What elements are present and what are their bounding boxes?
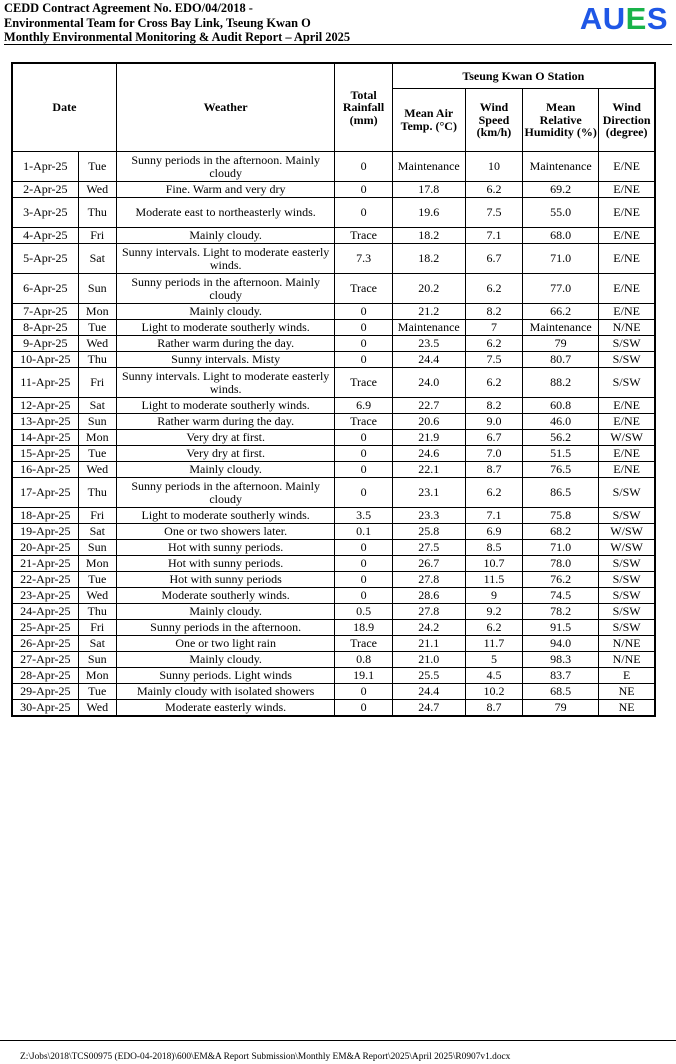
wind-speed-cell: 8.2 <box>465 304 522 320</box>
rainfall-cell: 0 <box>335 588 392 604</box>
date-cell: 17-Apr-25 <box>12 478 78 508</box>
humidity-cell: Maintenance <box>523 320 599 336</box>
wind-direction-cell: E/NE <box>599 152 655 182</box>
humidity-cell: 68.0 <box>523 228 599 244</box>
humidity-cell: 71.0 <box>523 540 599 556</box>
rainfall-cell: 0 <box>335 430 392 446</box>
wind-speed-cell: 7.0 <box>465 446 522 462</box>
wind-speed-cell: 10.7 <box>465 556 522 572</box>
rainfall-cell: 0 <box>335 478 392 508</box>
day-cell: Wed <box>78 462 116 478</box>
wind-speed-cell: 6.2 <box>465 182 522 198</box>
air-temp-cell: 21.0 <box>392 652 465 668</box>
wind-speed-cell: 10.2 <box>465 684 522 700</box>
wind-direction-cell: S/SW <box>599 572 655 588</box>
wind-direction-cell: NE <box>599 684 655 700</box>
day-cell: Thu <box>78 604 116 620</box>
rainfall-cell: 3.5 <box>335 508 392 524</box>
day-cell: Fri <box>78 368 116 398</box>
air-temp-cell: 24.2 <box>392 620 465 636</box>
day-cell: Mon <box>78 556 116 572</box>
weather-cell: Mainly cloudy. <box>116 652 335 668</box>
wind-speed-cell: 8.5 <box>465 540 522 556</box>
date-cell: 16-Apr-25 <box>12 462 78 478</box>
air-temp-cell: 24.4 <box>392 352 465 368</box>
humidity-cell: 94.0 <box>523 636 599 652</box>
day-cell: Wed <box>78 700 116 717</box>
table-row <box>12 700 655 717</box>
wind-direction-cell: S/SW <box>599 508 655 524</box>
wind-direction-cell: E/NE <box>599 274 655 304</box>
wind-speed-cell: 8.7 <box>465 462 522 478</box>
wind-direction-cell: S/SW <box>599 556 655 572</box>
weather-cell: Mainly cloudy with isolated showers <box>116 684 335 700</box>
day-cell: Thu <box>78 198 116 228</box>
humidity-cell: 79 <box>523 336 599 352</box>
wind-speed-cell: 7.1 <box>465 508 522 524</box>
rainfall-cell: 19.1 <box>335 668 392 684</box>
weather-cell: Sunny periods in the afternoon. Mainly cloudy <box>116 152 335 182</box>
rainfall-header: Total Rainfall (mm) <box>335 63 392 152</box>
day-cell: Sun <box>78 540 116 556</box>
table-row <box>12 620 655 636</box>
date-cell: 2-Apr-25 <box>12 182 78 198</box>
wind-speed-cell: 6.7 <box>465 430 522 446</box>
day-cell: Tue <box>78 152 116 182</box>
rainfall-cell: 6.9 <box>335 398 392 414</box>
air-temp-cell: 26.7 <box>392 556 465 572</box>
air-temp-cell: 18.2 <box>392 228 465 244</box>
air-temp-cell: 22.7 <box>392 398 465 414</box>
weather-cell: Rather warm during the day. <box>116 336 335 352</box>
humidity-cell: Maintenance <box>523 152 599 182</box>
table-row <box>12 228 655 244</box>
day-cell: Sat <box>78 636 116 652</box>
table-row <box>12 352 655 368</box>
weather-cell: Light to moderate southerly winds. <box>116 398 335 414</box>
date-cell: 26-Apr-25 <box>12 636 78 652</box>
air-temp-cell: 23.1 <box>392 478 465 508</box>
wind-direction-cell: S/SW <box>599 368 655 398</box>
wind-speed-cell: 5 <box>465 652 522 668</box>
air-temp-cell: 25.8 <box>392 524 465 540</box>
wind-direction-cell: S/SW <box>599 352 655 368</box>
table-row <box>12 430 655 446</box>
day-cell: Tue <box>78 320 116 336</box>
date-cell: 1-Apr-25 <box>12 152 78 182</box>
rainfall-cell: 0 <box>335 462 392 478</box>
air-temp-cell: 21.9 <box>392 430 465 446</box>
wind-speed-cell: 8.7 <box>465 700 522 717</box>
day-cell: Sun <box>78 414 116 430</box>
humidity-cell: 68.2 <box>523 524 599 540</box>
wind-direction-cell: S/SW <box>599 588 655 604</box>
rainfall-cell: Trace <box>335 368 392 398</box>
air-temp-cell: 24.6 <box>392 446 465 462</box>
rainfall-cell: 0 <box>335 540 392 556</box>
humidity-cell: 80.7 <box>523 352 599 368</box>
wind-speed-cell: 8.2 <box>465 398 522 414</box>
air-temp-cell: 25.5 <box>392 668 465 684</box>
table-row <box>12 572 655 588</box>
date-cell: 27-Apr-25 <box>12 652 78 668</box>
wind-direction-cell: S/SW <box>599 620 655 636</box>
humidity-cell: 69.2 <box>523 182 599 198</box>
weather-cell: One or two light rain <box>116 636 335 652</box>
table-row <box>12 304 655 320</box>
humidity-cell: 88.2 <box>523 368 599 398</box>
header-divider <box>4 44 672 45</box>
date-cell: 8-Apr-25 <box>12 320 78 336</box>
air-temp-cell: 18.2 <box>392 244 465 274</box>
rainfall-cell: 0 <box>335 700 392 717</box>
humidity-cell: 76.2 <box>523 572 599 588</box>
day-cell: Sat <box>78 524 116 540</box>
wind-speed-cell: 11.7 <box>465 636 522 652</box>
rainfall-cell: Trace <box>335 274 392 304</box>
weather-cell: Mainly cloudy. <box>116 228 335 244</box>
day-cell: Wed <box>78 182 116 198</box>
weather-header: Weather <box>116 63 335 152</box>
date-cell: 24-Apr-25 <box>12 604 78 620</box>
rainfall-cell: 0 <box>335 336 392 352</box>
date-cell: 21-Apr-25 <box>12 556 78 572</box>
rainfall-cell: 0 <box>335 320 392 336</box>
air-temp-cell: 17.8 <box>392 182 465 198</box>
date-cell: 13-Apr-25 <box>12 414 78 430</box>
weather-cell: Very dry at first. <box>116 446 335 462</box>
weather-cell: Hot with sunny periods. <box>116 540 335 556</box>
humidity-cell: 91.5 <box>523 620 599 636</box>
rainfall-cell: 7.3 <box>335 244 392 274</box>
day-cell: Mon <box>78 668 116 684</box>
rainfall-cell: 0 <box>335 304 392 320</box>
date-cell: 23-Apr-25 <box>12 588 78 604</box>
weather-cell: Sunny intervals. Light to moderate easterly winds. <box>116 368 335 398</box>
date-cell: 18-Apr-25 <box>12 508 78 524</box>
date-cell: 29-Apr-25 <box>12 684 78 700</box>
humidity-cell: 98.3 <box>523 652 599 668</box>
table-row <box>12 152 655 182</box>
rainfall-cell: 0.1 <box>335 524 392 540</box>
wind-speed-cell: 6.2 <box>465 620 522 636</box>
wind-speed-cell: 7.5 <box>465 198 522 228</box>
wind-direction-cell: E/NE <box>599 228 655 244</box>
date-cell: 3-Apr-25 <box>12 198 78 228</box>
table-row <box>12 524 655 540</box>
file-path-footer: Z:\Jobs\2018\TCS00975 (EDO-04-2018)\600\EM&A Report Submission\Monthly EM&A Report\2025\April 2025\R0907v1.docx <box>20 1052 511 1062</box>
wind-speed-cell: 9.2 <box>465 604 522 620</box>
wind-speed-cell: 4.5 <box>465 668 522 684</box>
day-cell: Fri <box>78 620 116 636</box>
air-temp-cell: 24.7 <box>392 700 465 717</box>
table-row <box>12 684 655 700</box>
humidity-cell: 60.8 <box>523 398 599 414</box>
wind-direction-cell: S/SW <box>599 478 655 508</box>
air-temp-cell: 27.8 <box>392 572 465 588</box>
air-temp-cell: 28.6 <box>392 588 465 604</box>
table-row <box>12 336 655 352</box>
wind-direction-cell: N/NE <box>599 652 655 668</box>
day-cell: Wed <box>78 588 116 604</box>
wind-direction-cell: E/NE <box>599 446 655 462</box>
table-row <box>12 462 655 478</box>
air-temp-cell: 21.2 <box>392 304 465 320</box>
wind-speed-cell: 6.7 <box>465 244 522 274</box>
wind-direction-cell: E/NE <box>599 414 655 430</box>
table-row <box>12 668 655 684</box>
wind-direction-cell: S/SW <box>599 604 655 620</box>
air-temp-cell: 27.5 <box>392 540 465 556</box>
day-cell: Sat <box>78 244 116 274</box>
date-cell: 9-Apr-25 <box>12 336 78 352</box>
wind-direction-cell: E <box>599 668 655 684</box>
rainfall-cell: 0 <box>335 152 392 182</box>
wind-speed-header: Wind Speed (km/h) <box>465 89 522 152</box>
air-temp-cell: 20.2 <box>392 274 465 304</box>
day-cell: Fri <box>78 228 116 244</box>
date-cell: 12-Apr-25 <box>12 398 78 414</box>
date-cell: 25-Apr-25 <box>12 620 78 636</box>
wind-direction-cell: S/SW <box>599 336 655 352</box>
table-row <box>12 478 655 508</box>
humidity-cell: 71.0 <box>523 244 599 274</box>
wind-speed-cell: 6.2 <box>465 478 522 508</box>
weather-cell: Light to moderate southerly winds. <box>116 320 335 336</box>
weather-cell: Sunny periods. Light winds <box>116 668 335 684</box>
wind-direction-cell: N/NE <box>599 320 655 336</box>
wind-direction-cell: NE <box>599 700 655 717</box>
wind-speed-cell: 6.9 <box>465 524 522 540</box>
air-temp-cell: 23.3 <box>392 508 465 524</box>
date-cell: 20-Apr-25 <box>12 540 78 556</box>
table-row <box>12 182 655 198</box>
weather-cell: Sunny intervals. Light to moderate easterly winds. <box>116 244 335 274</box>
wind-speed-cell: 7.5 <box>465 352 522 368</box>
table-row <box>12 556 655 572</box>
weather-cell: Very dry at first. <box>116 430 335 446</box>
table-row <box>12 540 655 556</box>
day-cell: Thu <box>78 478 116 508</box>
date-cell: 14-Apr-25 <box>12 430 78 446</box>
rainfall-cell: 0 <box>335 182 392 198</box>
weather-cell: Light to moderate southerly winds. <box>116 508 335 524</box>
date-cell: 22-Apr-25 <box>12 572 78 588</box>
report-title: Monthly Environmental Monitoring & Audit Report – April 2025 <box>4 30 351 45</box>
weather-cell: Mainly cloudy. <box>116 462 335 478</box>
weather-cell: Hot with sunny periods <box>116 572 335 588</box>
rainfall-cell: 0 <box>335 198 392 228</box>
humidity-cell: 74.5 <box>523 588 599 604</box>
wind-speed-cell: 11.5 <box>465 572 522 588</box>
air-temp-cell: 27.8 <box>392 604 465 620</box>
day-cell: Mon <box>78 304 116 320</box>
date-cell: 5-Apr-25 <box>12 244 78 274</box>
table-row <box>12 588 655 604</box>
wind-direction-cell: N/NE <box>599 636 655 652</box>
weather-cell: Rather warm during the day. <box>116 414 335 430</box>
table-row <box>12 652 655 668</box>
contract-title: CEDD Contract Agreement No. EDO/04/2018 - <box>4 1 253 15</box>
humidity-cell: 68.5 <box>523 684 599 700</box>
rainfall-cell: 0.5 <box>335 604 392 620</box>
rainfall-cell: 0 <box>335 684 392 700</box>
humidity-cell: 75.8 <box>523 508 599 524</box>
rainfall-cell: Trace <box>335 636 392 652</box>
humidity-cell: 79 <box>523 700 599 717</box>
air-temp-cell: 21.1 <box>392 636 465 652</box>
table-row <box>12 446 655 462</box>
date-cell: 15-Apr-25 <box>12 446 78 462</box>
humidity-header: Mean Relative Humidity (%) <box>523 89 599 152</box>
air-temp-cell: 20.6 <box>392 414 465 430</box>
day-cell: Tue <box>78 446 116 462</box>
date-cell: 30-Apr-25 <box>12 700 78 717</box>
rainfall-cell: Trace <box>335 228 392 244</box>
wind-speed-cell: 7 <box>465 320 522 336</box>
weather-cell: Hot with sunny periods. <box>116 556 335 572</box>
wind-speed-cell: 7.1 <box>465 228 522 244</box>
table-row <box>12 604 655 620</box>
day-cell: Fri <box>78 508 116 524</box>
table-row <box>12 274 655 304</box>
wind-direction-cell: E/NE <box>599 244 655 274</box>
station-header: Tseung Kwan O Station <box>392 63 655 89</box>
date-cell: 11-Apr-25 <box>12 368 78 398</box>
table-row <box>12 414 655 430</box>
wind-speed-cell: 10 <box>465 152 522 182</box>
wind-direction-cell: E/NE <box>599 462 655 478</box>
rainfall-cell: 0 <box>335 556 392 572</box>
humidity-cell: 56.2 <box>523 430 599 446</box>
air-temp-cell: 24.4 <box>392 684 465 700</box>
humidity-cell: 46.0 <box>523 414 599 430</box>
air-temp-header: Mean Air Temp. (°C) <box>392 89 465 152</box>
humidity-cell: 86.5 <box>523 478 599 508</box>
humidity-cell: 66.2 <box>523 304 599 320</box>
day-cell: Sun <box>78 274 116 304</box>
wind-speed-cell: 9.0 <box>465 414 522 430</box>
rainfall-cell: 18.9 <box>335 620 392 636</box>
day-cell: Tue <box>78 684 116 700</box>
wind-speed-cell: 9 <box>465 588 522 604</box>
table-row <box>12 636 655 652</box>
day-cell: Sun <box>78 652 116 668</box>
document-header <box>4 0 672 46</box>
day-cell: Tue <box>78 572 116 588</box>
humidity-cell: 77.0 <box>523 274 599 304</box>
humidity-cell: 76.5 <box>523 462 599 478</box>
weather-cell: Fine. Warm and very dry <box>116 182 335 198</box>
wind-speed-cell: 6.2 <box>465 336 522 352</box>
wind-direction-cell: W/SW <box>599 430 655 446</box>
table-row <box>12 508 655 524</box>
date-cell: 6-Apr-25 <box>12 274 78 304</box>
rainfall-cell: 0.8 <box>335 652 392 668</box>
date-cell: 4-Apr-25 <box>12 228 78 244</box>
date-cell: 19-Apr-25 <box>12 524 78 540</box>
table-row <box>12 368 655 398</box>
air-temp-cell: 23.5 <box>392 336 465 352</box>
humidity-cell: 78.2 <box>523 604 599 620</box>
table-row <box>12 320 655 336</box>
wind-direction-cell: E/NE <box>599 304 655 320</box>
air-temp-cell: 19.6 <box>392 198 465 228</box>
table-row <box>12 398 655 414</box>
wind-direction-cell: E/NE <box>599 182 655 198</box>
air-temp-cell: Maintenance <box>392 320 465 336</box>
table-row <box>12 198 655 228</box>
weather-cell: Moderate easterly winds. <box>116 700 335 717</box>
day-cell: Mon <box>78 430 116 446</box>
weather-cell: Mainly cloudy. <box>116 304 335 320</box>
table-row <box>12 244 655 274</box>
date-cell: 7-Apr-25 <box>12 304 78 320</box>
rainfall-cell: 0 <box>335 352 392 368</box>
humidity-cell: 51.5 <box>523 446 599 462</box>
wind-speed-cell: 6.2 <box>465 274 522 304</box>
humidity-cell: 55.0 <box>523 198 599 228</box>
weather-cell: One or two showers later. <box>116 524 335 540</box>
weather-cell: Sunny periods in the afternoon. Mainly cloudy <box>116 274 335 304</box>
wind-direction-cell: E/NE <box>599 198 655 228</box>
wind-direction-cell: W/SW <box>599 524 655 540</box>
weather-cell: Mainly cloudy. <box>116 604 335 620</box>
weather-cell: Sunny periods in the afternoon. <box>116 620 335 636</box>
weather-cell: Moderate southerly winds. <box>116 588 335 604</box>
aues-logo: AUES <box>579 1 668 36</box>
weather-table <box>11 62 656 717</box>
weather-cell: Moderate east to northeasterly winds. <box>116 198 335 228</box>
rainfall-cell: 0 <box>335 572 392 588</box>
wind-direction-cell: W/SW <box>599 540 655 556</box>
team-title: Environmental Team for Cross Bay Link, Tseung Kwan O <box>4 15 311 30</box>
day-cell: Sat <box>78 398 116 414</box>
footer-rule <box>0 1040 676 1041</box>
header-title-block <box>4 1 350 45</box>
humidity-cell: 78.0 <box>523 556 599 572</box>
weather-cell: Sunny intervals. Misty <box>116 352 335 368</box>
rainfall-cell: 0 <box>335 446 392 462</box>
day-cell: Wed <box>78 336 116 352</box>
rainfall-cell: Trace <box>335 414 392 430</box>
air-temp-cell: 22.1 <box>392 462 465 478</box>
humidity-cell: 83.7 <box>523 668 599 684</box>
date-cell: 28-Apr-25 <box>12 668 78 684</box>
weather-cell: Sunny periods in the afternoon. Mainly cloudy <box>116 478 335 508</box>
date-cell: 10-Apr-25 <box>12 352 78 368</box>
wind-speed-cell: 6.2 <box>465 368 522 398</box>
air-temp-cell: 24.0 <box>392 368 465 398</box>
date-header: Date <box>12 63 116 152</box>
air-temp-cell: Maintenance <box>392 152 465 182</box>
wind-direction-cell: E/NE <box>599 398 655 414</box>
day-cell: Thu <box>78 352 116 368</box>
wind-direction-header: Wind Direction (degree) <box>599 89 655 152</box>
